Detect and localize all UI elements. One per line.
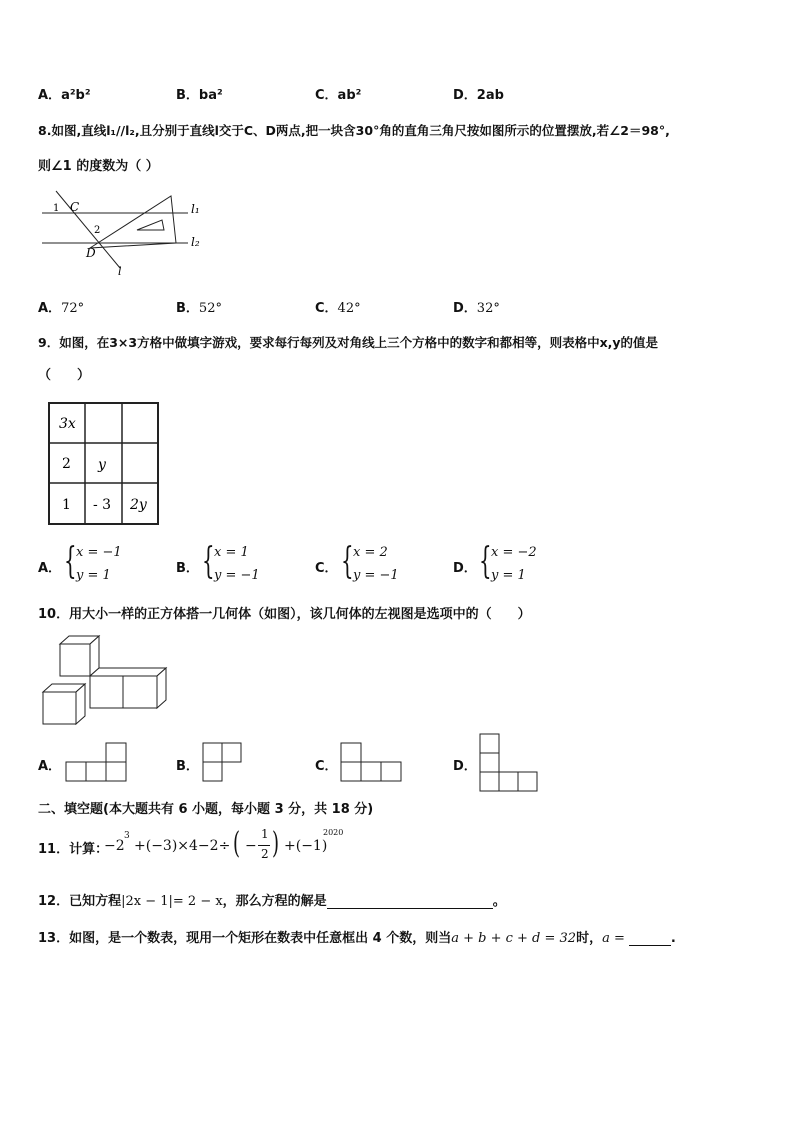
square [86, 762, 106, 781]
q9-options [38, 541, 598, 589]
cell-r2c1: 2 [62, 456, 71, 472]
q12-equation: |2x − 1|= 2 − x [121, 894, 223, 909]
q9-option-b-label: B． [176, 561, 199, 576]
set-square-inner [137, 220, 164, 230]
q10-option-b-label: B． [176, 759, 199, 774]
q11-exponent-2020: 2020 [323, 828, 344, 837]
q8-option-c: C．42° [315, 301, 361, 316]
square [203, 743, 222, 762]
q10-question: 10．用大小一样的正方体搭一几何体（如图），该几何体的左视图是选项中的（ ） [38, 607, 531, 622]
q8-question-line2: 则∠1 的度数为（ ） [38, 159, 159, 174]
cell-r3c2: - 3 [93, 497, 112, 513]
label-c: C [70, 200, 80, 214]
label-l1: l₁ [191, 202, 200, 216]
q7-option-a: A．a²b² [38, 88, 91, 103]
square [203, 762, 222, 781]
q8-option-b: B．52° [176, 301, 222, 316]
q9-a-y: y = 1 [76, 568, 111, 583]
square [222, 743, 241, 762]
fraction-bar [258, 845, 270, 846]
q9-a-x: x = −1 [76, 545, 122, 560]
brace-icon: { [202, 541, 215, 582]
q9-grid [46, 400, 162, 528]
q10-cube-figure [40, 632, 174, 728]
q12-suffix: ，那么方程的解是 [222, 894, 327, 909]
q9-d-x: x = −2 [491, 545, 537, 560]
label-angle2: 2 [94, 225, 101, 236]
q13-equation: a + b + c + d = 32 [451, 931, 577, 946]
cube-face [123, 676, 157, 708]
q8-option-a: A．72° [38, 301, 85, 316]
cube-face [90, 668, 166, 676]
cell-r3c3: 2y [130, 497, 147, 513]
square [361, 762, 381, 781]
q12-end: 。 [492, 894, 506, 909]
cube-face [90, 676, 123, 708]
cube-face [60, 644, 90, 676]
q8-question: 8.如图,直线l₁//l₂,且分别于直线l交于C、D两点,把一块含30°角的直角三角尺按如图所示的位置摆放,若∠2＝98°, [38, 123, 670, 138]
q9-c-x: x = 2 [353, 545, 388, 560]
cell-r2c2: y [98, 457, 106, 473]
q9-b-y: y = −1 [214, 568, 260, 583]
q10-option-a-label: A． [38, 759, 62, 774]
q10-option-b-view [201, 740, 245, 784]
q11-numerator: 1 [261, 827, 269, 841]
brace-icon: { [64, 541, 77, 582]
square [480, 734, 499, 753]
square [341, 743, 361, 762]
q9-question: 9．如图，在3×3方格中做填字游戏，要求每行每列及对角线上三个方格中的数字和都相等，则表格中x,y的值是 [38, 335, 659, 350]
q11-prefix: 11．计算： [38, 842, 109, 857]
label-l: l [118, 265, 122, 278]
label-l2: l₂ [191, 235, 200, 249]
q9-option-c-label: C． [315, 561, 338, 576]
q10-option-d-label: D． [453, 759, 477, 774]
q7-option-b: B．ba² [176, 88, 223, 103]
q7-option-d: D．2ab [453, 88, 504, 103]
square [499, 772, 518, 791]
square [480, 772, 499, 791]
q13-prefix: 13．如图，是一个数表，现用一个矩形在数表中任意框出 4 个数，则当 [38, 931, 452, 946]
square [518, 772, 537, 791]
q13-variable: a = [602, 931, 625, 946]
square [341, 762, 361, 781]
square [106, 743, 126, 762]
q11-denominator: 2 [261, 847, 269, 861]
q9-option-a-label: A． [38, 561, 62, 576]
q9-question-line2: （ ） [38, 368, 91, 383]
square [381, 762, 401, 781]
q9-option-d-label: D． [453, 561, 477, 576]
cube-face [43, 692, 76, 724]
set-square [90, 196, 176, 248]
q13-mid: 时， [576, 931, 603, 946]
q8-option-d: D．32° [453, 301, 500, 316]
q10-option-a-view [64, 740, 128, 784]
q13: 13．如图，是一个数表，现用一个矩形在数表中任意框出 4 个数，则当a + b + c + d = 32时，a = . [38, 931, 676, 946]
q11-exponent: 3 [124, 831, 130, 841]
cell-r3c1: 1 [62, 497, 71, 513]
q13-answer-blank[interactable] [629, 932, 671, 946]
q8-figure [38, 186, 218, 278]
brace-icon: { [341, 541, 354, 582]
q10-option-c-view [339, 740, 403, 784]
brace-icon: { [479, 541, 492, 582]
q9-b-x: x = 1 [214, 545, 249, 560]
label-angle1: 1 [53, 203, 60, 214]
q11: 11．计算： −2 3 +(−3)×4−2÷ ( − 1 2 ) +(−1) 2020 [38, 826, 344, 861]
square [66, 762, 86, 781]
q10-option-d-view [478, 732, 542, 794]
q12 [38, 890, 506, 909]
label-d: D [86, 246, 96, 260]
q10-options [38, 740, 578, 794]
q9-c-y: y = −1 [353, 568, 399, 583]
square [480, 753, 499, 772]
square [106, 762, 126, 781]
q12-prefix: 12．已知方程 [38, 894, 122, 909]
section-heading: 二、填空题(本大题共有 6 小题，每小题 3 分，共 18 分) [38, 802, 374, 817]
q7-option-c: C．ab² [315, 88, 362, 103]
cell-r1c1: 3x [59, 416, 76, 432]
q10-option-c-label: C． [315, 759, 338, 774]
q9-d-y: y = 1 [491, 568, 526, 583]
q12-answer-blank[interactable] [327, 895, 493, 909]
